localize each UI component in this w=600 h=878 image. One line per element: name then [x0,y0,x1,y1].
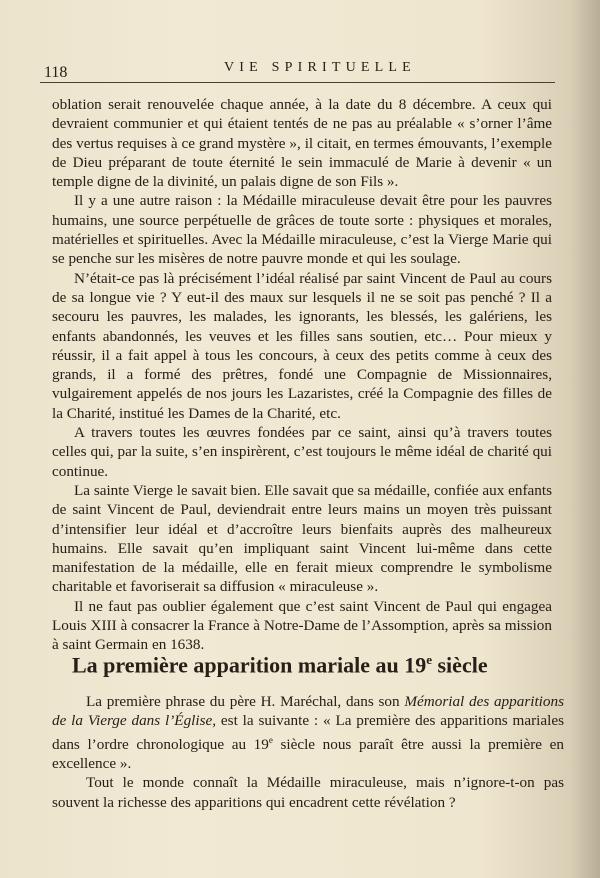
section-p1-start: La première phrase du père H. Maréchal, dans son [86,693,405,710]
section-paragraph [52,692,564,773]
paragraph: Il ne faut pas oublier également que c’est saint Vincent de Paul qui engagea Louis XIII à consacrer la France à Notre-Dame de l’Assomption, après sa mission à saint Germain en 1638. [52,597,552,654]
section-heading-main: La première apparition mariale au 19 [72,652,427,678]
paragraph: La sainte Vierge le savait bien. Elle savait que sa médaille, confiée aux enfants de saint Vincent de Paul, deviendrait entre leurs mains un moyen très puissant d’intensifier leur idéal et d’accroître leurs bienfaits auprès des malheureux humains. Elle savait qu’en impliquant saint Vincent lui-même dans cette manifestation de la médaille, elle en ferait mieux comprendre le symbolisme charitable et favoriserait sa diffusion « miraculeuse ». [52,481,553,596]
section-heading-sup: e [426,652,432,667]
section-p1-sup: e [268,734,273,745]
page-number: 118 [44,64,68,81]
section-text [52,692,564,812]
paragraph: Il y a une autre raison : la Médaille miraculeuse devait être pour les pauvres humains, une source perpétuelle de grâces de toute sorte : physiques et morales, matérielles et spirituelles. Avec la Médaille miraculeuse, c’est la Vierge Marie qui se penche sur les misères de notre pauvre monde et qui les soulage. [52,192,552,268]
body-text [52,95,552,655]
paragraph: N’était-ce pas là précisément l’idéal réalisé par saint Vincent de Paul au cours de sa longue vie ? Y eut-il des maux sur lesquels il ne se soit pas penché ? Il a secouru les pauvres, les malades, les ignorants, les blessés, les galériens, les enfants abandonnés, les veuves et les filles sans soutien, etc… Pour mieux y réussir, il a fait appel à tous les concours, à ceux des petits comme à ceux des grands, il a formé des prêtres, fondé une Compagnie de Missionnaires, vulgairement appelés de nos jours les Lazaristes, créé la Compagnie des filles de la Charité, institué les Dames de la Charité, etc. [52,269,552,422]
section-p1-end: siècle nous paraît être aussi la première en excellence ». [52,735,564,772]
section-p1-mid: est la suivante : « La première des apparitions mariales dans l’ordre chronologique au 19 [52,712,564,753]
section-heading-tail: siècle [432,652,488,678]
book-title: Mémorial des apparitions de la Vierge dans l’Église, [52,693,565,730]
section-heading [72,652,552,678]
running-head [40,58,555,83]
section-paragraph: Tout le monde connaît la Médaille miraculeuse, mais n’ignore-t-on pas souvent la richesse des apparitions qui encadrent cette révélation ? [52,774,564,811]
running-title: VIE SPIRITUELLE [224,60,416,75]
paragraph: A travers toutes les œuvres fondées par ce saint, ainsi qu’à travers toutes celles qui, par la suite, s’en inspirèrent, c’est toujours le même idéal de charité qui continue. [52,424,552,480]
paragraph: oblation serait renouvelée chaque année, à la date du 8 décembre. A ceux qui devraient communier et qui étaient tentés de ne pas au préalable « s’orner l’âme des vertus requises à ce grand mystère », il citait, en termes émouvants, l’exemple de Dieu préparant de toute éternité le sein immaculé de Marie à devenir « un temple digne de la divinité, un palais digne de son Fils ». [52,96,552,191]
